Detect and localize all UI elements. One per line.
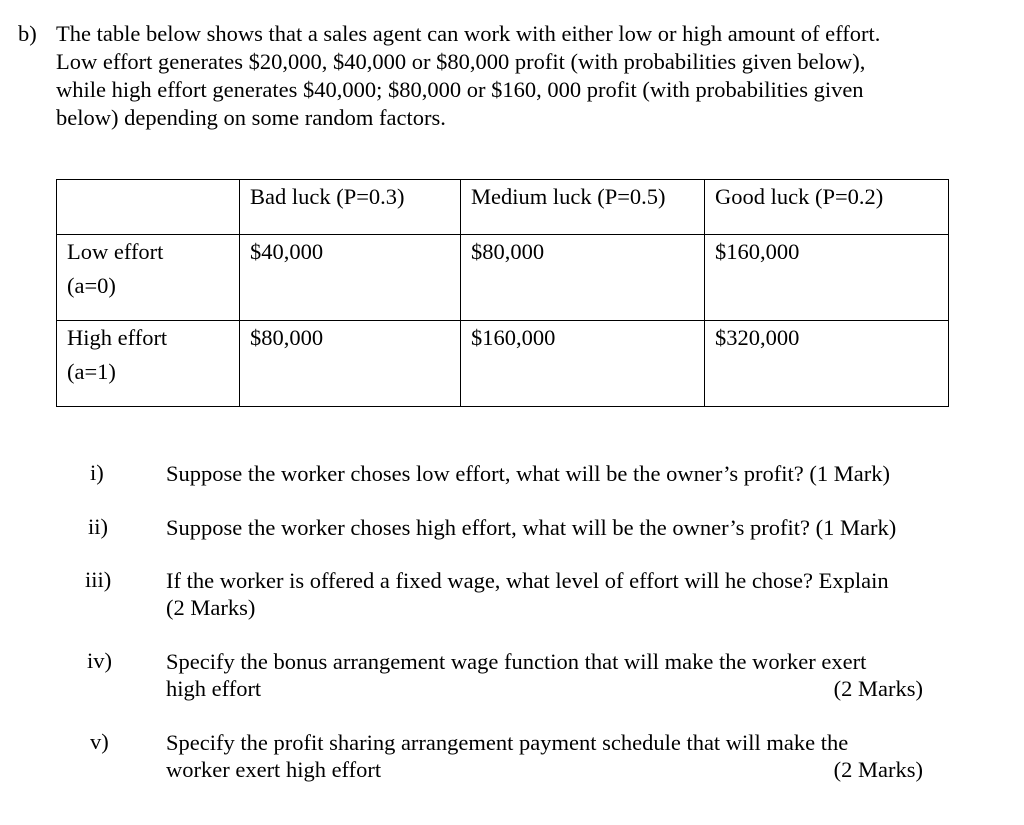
question-line: Suppose the worker choses low effort, what will be the owner’s profit? (1 Mark)	[166, 461, 890, 486]
question-number: iv)	[87, 648, 112, 673]
question-line: Specify the bonus arrangement wage function that will make the worker exert	[166, 649, 867, 674]
question-line: Suppose the worker choses high effort, what will be the owner’s profit? (1 Mark)	[166, 515, 897, 540]
question-number: iii)	[85, 567, 112, 592]
table-cell: $160,000	[461, 321, 705, 407]
question-line: If the worker is offered a fixed wage, what level of effort will he chose? Explain	[166, 568, 889, 593]
row-label-line: (a=0)	[67, 273, 116, 298]
row-label	[57, 235, 240, 321]
question-text	[166, 514, 966, 541]
intro-line: below) depending on some random factors.	[56, 105, 446, 130]
table-header-cell: Medium luck (P=0.5)	[461, 180, 705, 235]
question-line: worker exert high effort	[166, 757, 382, 782]
question-marks: (2 Marks)	[833, 676, 923, 701]
intro-line: The table below shows that a sales agent can work with either low or high amount of effort.	[56, 21, 881, 46]
row-label	[57, 321, 240, 407]
question-text	[166, 729, 966, 783]
question-line: high effort	[166, 676, 262, 701]
intro-line: while high effort generates $40,000; $80,000 or $160, 000 profit (with probabilities given	[56, 77, 864, 102]
question-marks: (2 Marks)	[833, 757, 923, 782]
question-text	[166, 648, 966, 702]
table-header-cell	[57, 180, 240, 235]
table-cell: $40,000	[240, 235, 461, 321]
table-cell: $80,000	[461, 235, 705, 321]
question-number: i)	[90, 460, 104, 485]
table-header-cell: Good luck (P=0.2)	[705, 180, 949, 235]
table-cell: $320,000	[705, 321, 949, 407]
question-number: ii)	[88, 514, 108, 539]
table-cell: $80,000	[240, 321, 461, 407]
question-text	[166, 567, 966, 621]
question-line: (2 Marks)	[166, 595, 256, 620]
row-label-line: (a=1)	[67, 359, 116, 384]
row-label-line: High effort	[67, 325, 168, 350]
table-header-row	[57, 180, 949, 235]
intro-line: Low effort generates $20,000, $40,000 or $80,000 profit (with probabilities given below),	[56, 49, 866, 74]
table-row	[57, 235, 949, 321]
section-label: b)	[18, 21, 37, 46]
question-line: Specify the profit sharing arrangement payment schedule that will make the	[166, 730, 849, 755]
row-label-line: Low effort	[67, 239, 164, 264]
table-row	[57, 321, 949, 407]
question-text	[166, 460, 966, 487]
intro-text	[56, 20, 996, 132]
question-number: v)	[90, 729, 109, 754]
table-header-cell: Bad luck (P=0.3)	[240, 180, 461, 235]
profit-table	[56, 179, 949, 407]
table-cell: $160,000	[705, 235, 949, 321]
